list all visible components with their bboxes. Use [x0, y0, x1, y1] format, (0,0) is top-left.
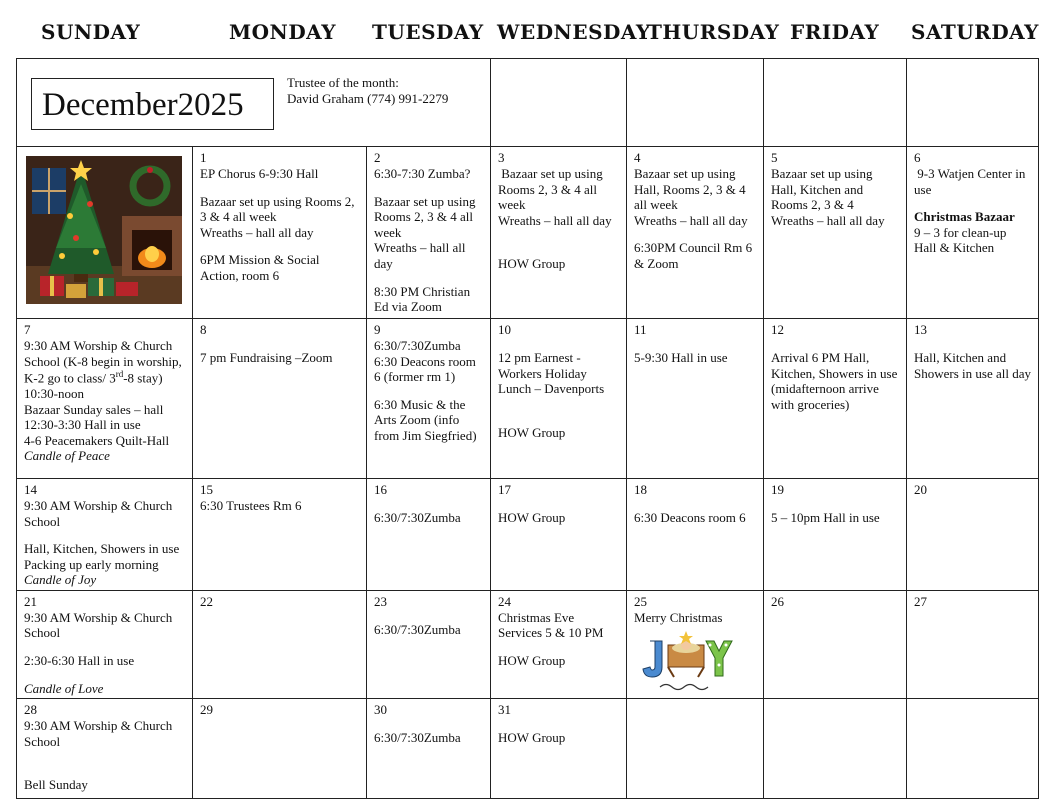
day-number: 11 [634, 322, 647, 337]
event: 9:30 AM Worship & Church School [24, 718, 173, 749]
candle-note: Candle of Joy [24, 572, 97, 588]
empty-cell [764, 699, 907, 799]
event: 9:30 AM Worship & Church School [24, 609, 173, 641]
event: 12 pm Earnest - Workers Holiday Lunch – Davenports [498, 349, 605, 397]
day-number: 23 [374, 593, 387, 609]
day-cell-16 [367, 479, 491, 591]
event: Wreaths – hall all day [771, 212, 885, 228]
day-cell-3 [491, 147, 627, 319]
weekday-wednesday: WEDNESDAY [497, 20, 651, 44]
trustee-name: David Graham (774) 991-2279 [287, 90, 449, 106]
christmas-tree-icon [26, 156, 182, 304]
day-cell-31 [491, 699, 627, 799]
empty-cell [627, 59, 764, 147]
event: HOW Group [498, 256, 566, 272]
day-cell-17 [491, 479, 627, 591]
event: 10:30-noon [24, 386, 84, 402]
event: 4-6 Peacemakers Quilt-Hall [24, 432, 170, 448]
day-cell-10 [491, 319, 627, 479]
week-row [17, 699, 1039, 799]
week-row [17, 479, 1039, 591]
day-number: 26 [771, 593, 785, 609]
day-cell-26 [764, 590, 907, 698]
day-number: 20 [914, 482, 928, 497]
ordinal-suffix: rd [115, 369, 124, 380]
day-number: 5 [771, 150, 778, 165]
event: 8:30 PM Christian Ed via Zoom [374, 283, 471, 315]
day-number: 22 [200, 593, 213, 609]
event: Bazaar set up using Rooms 2, 3 & 4 all week [498, 165, 606, 213]
day-cell-4 [627, 147, 764, 319]
day-cell-20 [907, 479, 1039, 591]
event: 6:30/7:30Zumba [374, 730, 461, 746]
weekday-tuesday: TUESDAY [372, 20, 484, 44]
day-cell-19 [764, 479, 907, 591]
day-cell-29 [193, 699, 367, 799]
day-cell-23 [367, 590, 491, 698]
event: 6:30/7:30Zumba [374, 337, 461, 353]
event: Arrival 6 PM Hall, Kitchen, Showers in use (midafternoon arrive with groceries) [771, 349, 898, 412]
weekday-friday: FRIDAY [790, 20, 880, 44]
event: Wreaths – hall all day [374, 240, 466, 271]
day-number: 21 [24, 593, 37, 609]
day-cell-1 [193, 147, 367, 319]
event: 9:30 AM Worship & Church School [24, 497, 173, 529]
event-highlight: Christmas Bazaar [914, 209, 1015, 225]
event: 6:30/7:30Zumba [374, 621, 461, 637]
day-number: 12 [771, 322, 785, 337]
event: Hall, Kitchen, Showers in use Packing up early morning [24, 541, 180, 572]
day-cell-21 [17, 590, 193, 698]
event: Merry Christmas [634, 609, 723, 625]
event-text: 9:30 AM Worship & Church School (K-8 begin in worship, K-2 go to class/ 3 [24, 337, 182, 386]
day-number: 19 [771, 482, 785, 497]
event: 6:30PM Council Rm 6 & Zoom [634, 240, 753, 271]
calendar-grid [16, 58, 1039, 799]
empty-cell [491, 59, 627, 147]
day-number: 17 [498, 482, 512, 497]
event: Wreaths – hall all day [634, 212, 748, 228]
day-cell-24 [491, 590, 627, 698]
event: 5 – 10pm Hall in use [771, 509, 880, 525]
day-number: 24 [498, 593, 512, 609]
event: Hall, Kitchen and Showers in use all day [914, 349, 1031, 381]
event-text: -8 stay) [123, 370, 163, 386]
day-cell-27 [907, 590, 1039, 698]
calendar-header-row [17, 59, 1039, 147]
weekday-monday: MONDAY [229, 20, 336, 44]
event: 9-3 Watjen Center in use [914, 165, 1029, 197]
event: 6:30/7:30Zumba [374, 509, 461, 525]
candle-note: Candle of Love [24, 680, 104, 696]
day-number: 10 [498, 322, 512, 337]
day-cell-28 [17, 699, 193, 799]
weekday-thursday: THURSDAY [647, 20, 780, 44]
event: Bazaar set up using Rooms 2, 3 & 4 all week [374, 193, 476, 240]
month-title: December2025 [31, 78, 274, 130]
day-number: 2 [374, 150, 381, 165]
month-header-cell [17, 59, 491, 147]
day-number: 8 [200, 322, 207, 337]
event: Christmas Eve Services 5 & 10 PM [498, 609, 604, 641]
event: Bazaar set up using Rooms 2, 3 & 4 all week [200, 193, 355, 225]
day-cell-5 [764, 147, 907, 319]
day-number: 18 [634, 482, 648, 497]
event: EP Chorus 6-9:30 Hall [200, 165, 319, 181]
day-number: 25 [634, 593, 648, 609]
day-cell-30 [367, 699, 491, 799]
joy-nativity-icon [640, 631, 734, 695]
event: 12:30-3:30 Hall in use [24, 417, 141, 433]
weekday-saturday: SATURDAY [911, 20, 1039, 44]
event: Wreaths – hall all day [498, 212, 612, 228]
day-number: 6 [914, 150, 921, 165]
day-number: 7 [24, 322, 31, 337]
day-number: 15 [200, 482, 213, 497]
event: Wreaths – hall all day [200, 224, 314, 240]
day-cell-25 [627, 590, 764, 698]
day-cell-9 [367, 319, 491, 479]
day-cell-7 [17, 319, 193, 479]
day-number: 1 [200, 150, 207, 165]
week-row [17, 147, 1039, 319]
day-cell-11 [627, 319, 764, 479]
day-number: 9 [374, 322, 381, 337]
day-number: 30 [374, 702, 387, 718]
event: 6PM Mission & Social Action, room 6 [200, 252, 320, 283]
empty-cell [907, 699, 1039, 799]
empty-cell [764, 59, 907, 147]
weekday-header-row [16, 20, 1038, 54]
event [24, 338, 186, 386]
empty-cell [627, 699, 764, 799]
day-cell-18 [627, 479, 764, 591]
day-number: 29 [200, 702, 213, 718]
event: Bazaar set up using Hall, Rooms 2, 3 & 4 all week [634, 165, 746, 213]
event: 7 pm Fundraising –Zoom [200, 349, 333, 365]
event: 5-9:30 Hall in use [634, 349, 728, 365]
event: HOW Group [498, 509, 566, 525]
day-cell-8 [193, 319, 367, 479]
event: Bazaar set up using Hall, Kitchen and Rooms 2, 3 & 4 [771, 165, 873, 213]
trustee-info [287, 75, 448, 106]
day-number: 13 [914, 322, 928, 337]
empty-cell [907, 59, 1039, 147]
event: Bell Sunday [24, 777, 88, 793]
weekday-sunday: SUNDAY [41, 20, 141, 44]
day-number: 16 [374, 482, 387, 497]
week-row [17, 590, 1039, 698]
day-number: 28 [24, 702, 37, 718]
event: 6:30-7:30 Zumba? [374, 165, 471, 181]
trustee-label: Trustee of the month: [287, 75, 399, 90]
day-number: 3 [498, 150, 505, 165]
day-cell-22 [193, 590, 367, 698]
day-cell-12 [764, 319, 907, 479]
event: HOW Group [498, 653, 566, 669]
event: HOW Group [498, 730, 566, 746]
event: Bazaar Sunday sales – hall [24, 401, 164, 417]
day-cell-2 [367, 147, 491, 319]
event: 6:30 Deacons room 6 [634, 509, 746, 525]
week-row [17, 319, 1039, 479]
tree-image-cell [17, 147, 193, 319]
event: 6:30 Trustees Rm 6 [200, 497, 302, 513]
event: HOW Group [498, 424, 566, 440]
event: 2:30-6:30 Hall in use [24, 653, 135, 669]
event: 9 – 3 for clean-up Hall & Kitchen [914, 224, 1007, 256]
day-number: 27 [914, 593, 928, 609]
day-number: 31 [498, 702, 512, 718]
day-cell-15 [193, 479, 367, 591]
day-cell-14 [17, 479, 193, 591]
day-cell-13 [907, 319, 1039, 479]
candle-note: Candle of Peace [24, 448, 110, 464]
day-number: 4 [634, 150, 641, 165]
day-cell-6 [907, 147, 1039, 319]
event: 6:30 Deacons room 6 (former rm 1) [374, 353, 476, 385]
event: 6:30 Music & the Arts Zoom (info from Jim Siegfried) [374, 396, 477, 443]
day-number: 14 [24, 482, 37, 497]
